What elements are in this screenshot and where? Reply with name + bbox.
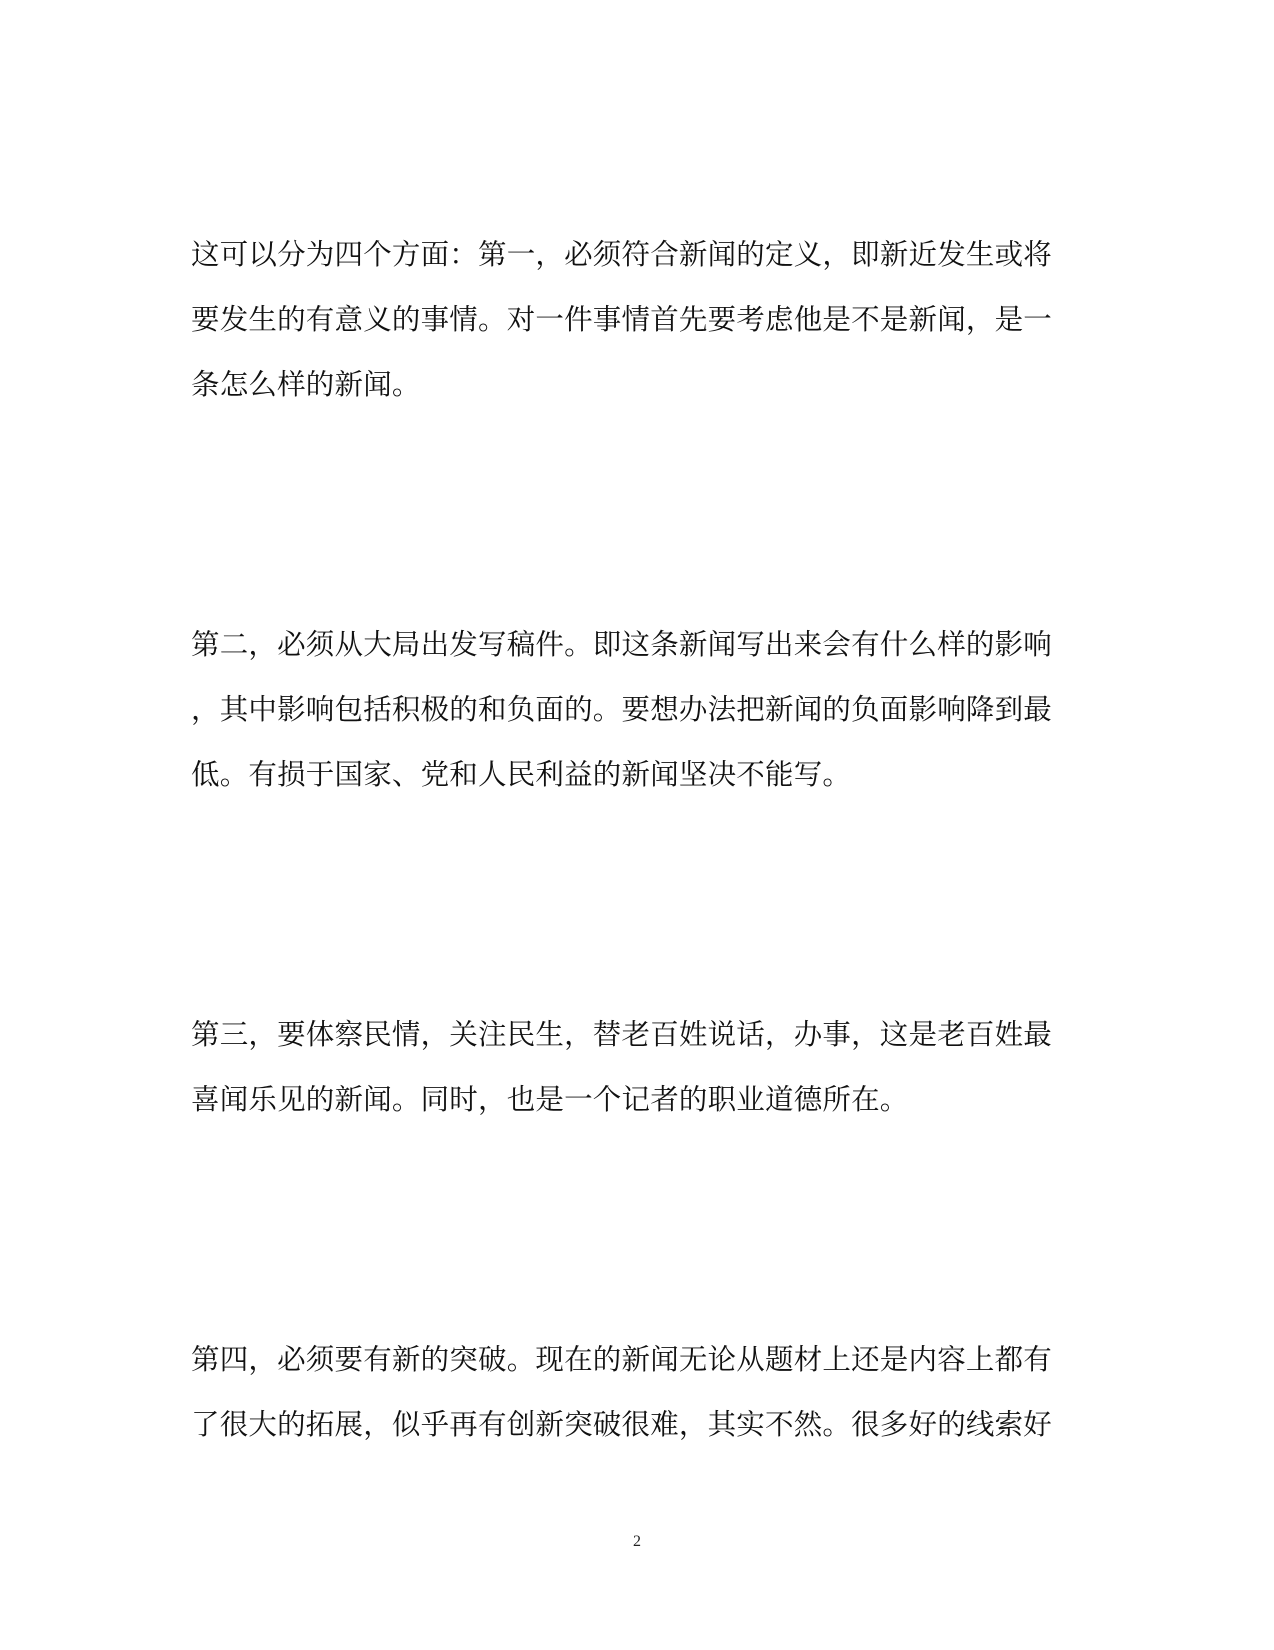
page-number: 2 xyxy=(633,1533,641,1550)
paragraph-line: 第三，要体察民情，关注民生，替老百姓说话，办事，这是老百姓最 xyxy=(191,1018,1053,1051)
paragraph-line: 了很大的拓展，似乎再有创新突破很难，其实不然。很多好的线索好 xyxy=(191,1408,1053,1441)
paragraph-line: 第四，必须要有新的突破。现在的新闻无论从题材上还是内容上都有 xyxy=(191,1343,1053,1376)
paragraph-line: 低。有损于国家、党和人民利益的新闻坚决不能写。 xyxy=(191,758,852,791)
paragraph-line: 喜闻乐见的新闻。同时，也是一个记者的职业道德所在。 xyxy=(191,1083,909,1116)
paragraph-fourth-point xyxy=(191,1327,1071,1457)
paragraph-third-point xyxy=(191,1002,1071,1132)
paragraph-four-aspects xyxy=(191,222,1071,417)
paragraph-line: ，其中影响包括积极的和负面的。要想办法把新闻的负面影响降到最 xyxy=(191,693,1053,726)
paragraph-line: 第二，必须从大局出发写稿件。即这条新闻写出来会有什么样的影响 xyxy=(191,628,1053,661)
paragraph-line: 要发生的有意义的事情。对一件事情首先要考虑他是不是新闻，是一 xyxy=(191,303,1053,336)
paragraph-second-point xyxy=(191,612,1071,807)
paragraph-line: 这可以分为四个方面：第一，必须符合新闻的定义，即新近发生或将 xyxy=(191,238,1053,271)
paragraph-line: 条怎么样的新闻。 xyxy=(191,368,421,401)
